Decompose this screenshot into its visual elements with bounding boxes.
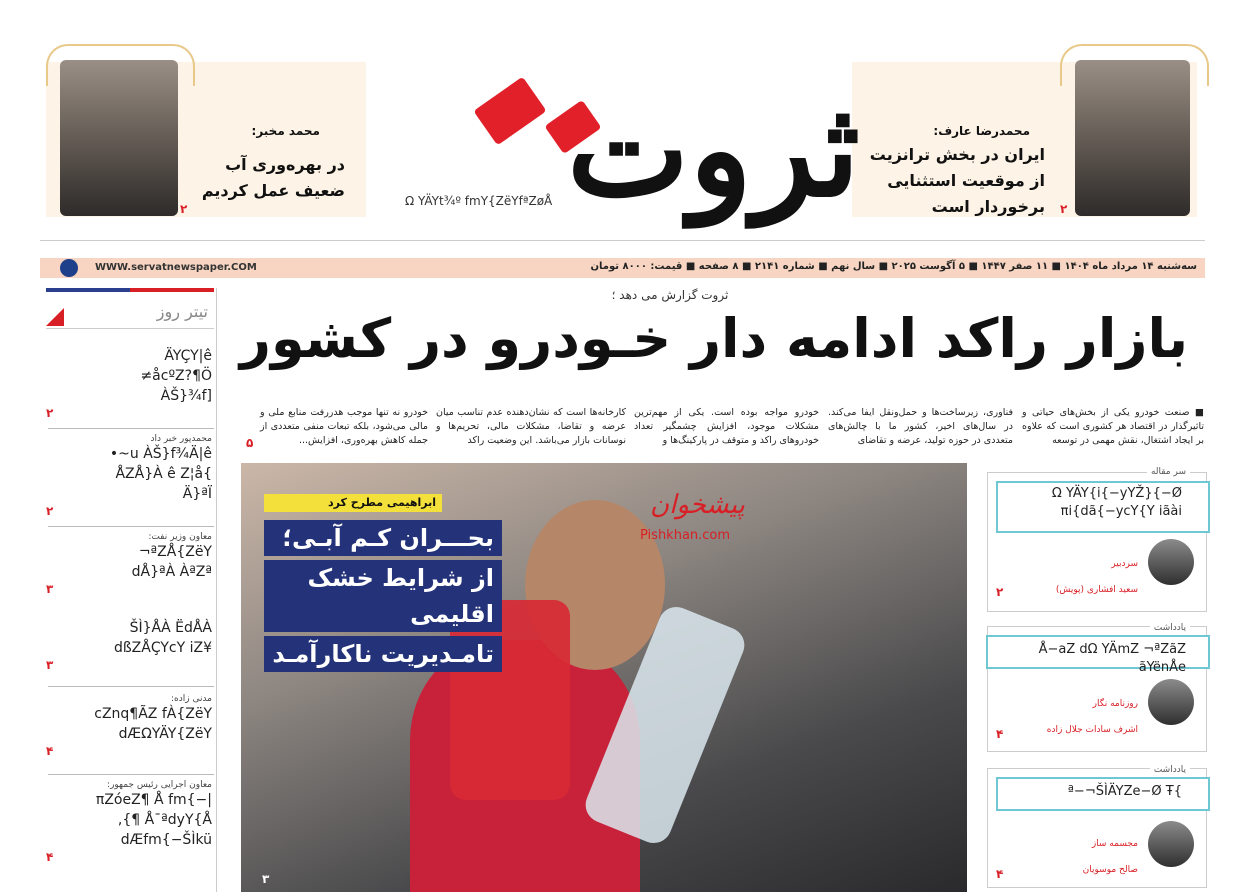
divider xyxy=(48,428,214,429)
item-line: ŠÌ}ÅÀ ËdÅÀ xyxy=(129,620,212,636)
right-teaser-line: برخوردار است xyxy=(931,197,1045,216)
item-line: πZóeZ¶ Å fm{−| xyxy=(95,792,212,808)
lead-column: خودرو نه تنها موجب هدررفت منابع ملی و مالی می‌شود، بلکه تبعات منفی متعددی از جمله کاهش بهره‌وری، افزایش... xyxy=(260,407,428,446)
lead-column: فناوری، زیرساخت‌ها و حمل‌ونقل ایفا می‌کند. در سال‌های اخیر، کشور ما با چالش‌های متعددی در حوزه تولید، عرضه و تقاضای xyxy=(828,407,1013,446)
item-line: ≠åcºZ?¶Ö xyxy=(140,368,212,384)
page-number: ۳ xyxy=(46,582,54,596)
card-headline xyxy=(1002,783,1182,801)
list-item[interactable] xyxy=(46,434,212,518)
dateline: سه‌شنبه ۱۴ مرداد ماه ۱۴۰۴ ■ ۱۱ صفر ۱۴۴۷ ■ ۵ آگوست ۲۰۲۵ ■ سال نهم ■ شماره ۲۱۴۱ ■ ۸ صفحه ■ قیمت: ۸۰۰۰ تومان xyxy=(590,261,1197,272)
right-teaser-line: ایران در بخش ترانزیت xyxy=(869,145,1045,164)
item-line: ,{¶ Å¯ªdyY{Å xyxy=(117,812,212,828)
watermark-url: Pishkhan.com xyxy=(640,528,731,543)
page-number: ۲ xyxy=(46,504,54,518)
date-bar xyxy=(40,258,1205,278)
item-line: dÆfm{−ŠÌkü xyxy=(120,832,212,848)
list-item[interactable] xyxy=(46,346,212,420)
card-line: Å−aZ dΩ YÄmZ ¬ªZãZ ãYënÅe xyxy=(1038,642,1186,675)
item-line: ¬ªZÅ{ZëY xyxy=(138,544,212,560)
divider xyxy=(48,774,214,775)
item-line: cZnq¶ÃZ fÀ{ZëY xyxy=(94,706,212,722)
note-card[interactable] xyxy=(987,765,1207,888)
left-teaser-page xyxy=(180,198,187,217)
right-teaser-line: از موقعیت استثنایی xyxy=(887,171,1045,190)
item-line: •~u ÀŠ}f¾Ä|ê xyxy=(109,446,212,462)
left-teaser-photo xyxy=(60,60,178,216)
item-line: ÄYÇY|ê xyxy=(164,348,212,364)
item-line: ÅZÅ}À ê Z¦å{ xyxy=(115,466,212,482)
column-flag-bar xyxy=(46,288,214,292)
page-number: ۳ xyxy=(46,658,54,672)
lead-column: خودرو مواجه بوده است. یکی از مهم‌ترین مشکلات موجود، افزایش چشمگیر تعداد خودروهای راکد و متوقف در پارکینگ‌ها و xyxy=(634,407,819,446)
main-headline[interactable]: بازار راکد ادامه دار خـودرو در کشور xyxy=(239,307,1188,370)
card-tag: سر مقاله xyxy=(1147,467,1190,477)
item-caption: معاون وزیر نفت: xyxy=(148,532,212,542)
author-avatar xyxy=(1148,821,1194,867)
header-divider xyxy=(40,240,1205,241)
right-teaser-page xyxy=(1060,198,1067,217)
author-name: صالح موسویان xyxy=(1082,865,1138,875)
item-line: dßZÅÇYcY iZ¥ xyxy=(113,640,212,656)
website-link[interactable]: WWW.servatnewspaper.COM xyxy=(95,262,257,273)
right-teaser-text[interactable] xyxy=(860,142,1045,220)
page-number: ۲ xyxy=(1060,202,1068,216)
item-line: dÆΩYÄY{ZëY xyxy=(118,726,212,742)
watermark-logo: پیشخوان xyxy=(650,490,745,520)
right-teaser-author: محمدرضا عارف: xyxy=(933,124,1030,138)
masthead-slogan: Ω YÄYt¾º fmY{ZëYfªZøÅ xyxy=(405,194,553,208)
photo-headline-line: تامـدیریت ناکارآمـد xyxy=(264,636,502,672)
photo-story-tag: ابراهیمی مطرح کرد xyxy=(264,494,442,512)
logo-dot xyxy=(473,77,546,146)
card-line: Ω YÄY{i{−yYŽ}{−Ø xyxy=(1051,486,1182,501)
note-card[interactable] xyxy=(987,623,1207,752)
photo-headline-line: از شرایط خشک اقلیمی xyxy=(264,560,502,632)
author-name: سعید افشاری (پویش) xyxy=(1055,585,1138,595)
page-number: ۴ xyxy=(46,744,54,758)
item-line: Ä}ªÏ xyxy=(182,486,212,502)
item-caption: مدنی زاده: xyxy=(170,694,212,704)
author-role: روزنامه نگار xyxy=(1092,699,1138,709)
divider xyxy=(48,526,214,527)
page-number: ۲ xyxy=(46,406,54,420)
item-caption: معاون اجرایی رئیس جمهور: xyxy=(107,780,212,790)
author-role: مجسمه ساز xyxy=(1091,839,1138,849)
left-teaser-text[interactable] xyxy=(195,152,345,204)
item-line: dÅ}ªÀ ÀªZª xyxy=(131,564,212,580)
photo-page-number: ۳ xyxy=(262,872,270,886)
lead-column: ■ صنعت خودرو یکی از بخش‌های حیاتی و تاثیرگذار در اقتصاد هر کشوری است که علاوه بر ایجاد اشتغال، نقش مهمی در توسعه xyxy=(1022,407,1204,446)
list-item[interactable] xyxy=(46,694,212,758)
divider xyxy=(48,686,214,687)
item-line: ÀŠ}¾f] xyxy=(160,388,212,404)
author-name: اشرف سادات جلال زاده xyxy=(1046,725,1138,735)
lead-column: کارخانه‌ها است که نشان‌دهنده عدم تناسب میان عرضه و تقاضا، مشکلات مالی، تحریم‌ها و نوسانات بازار می‌باشد. این وضعیت راکد xyxy=(436,407,626,446)
page-number: ۴ xyxy=(46,850,54,864)
left-teaser-line: ضعیف عمل کردیم xyxy=(201,181,345,200)
left-teaser-line: در بهره‌وری آب xyxy=(225,155,345,174)
editorial-card[interactable] xyxy=(987,467,1207,612)
author-role: سردبیر xyxy=(1111,559,1138,569)
card-headline xyxy=(1002,485,1182,521)
list-item[interactable] xyxy=(46,780,212,864)
photo-story-headline[interactable] xyxy=(264,520,502,672)
card-headline xyxy=(990,641,1186,677)
card-tag: یادداشت xyxy=(1150,623,1190,633)
newspaper-title: ثروت xyxy=(566,73,860,226)
lead-page-number: ۵ xyxy=(246,436,254,450)
left-column xyxy=(44,288,217,892)
author-avatar xyxy=(1148,539,1194,585)
item-caption: محمدپور خبر داد xyxy=(150,434,212,444)
author-avatar xyxy=(1148,679,1194,725)
card-line: πi{dã{−ycY{Y iãài xyxy=(1060,504,1182,519)
left-teaser-author: محمد مخبر: xyxy=(251,124,320,138)
card-tag: یادداشت xyxy=(1150,765,1190,775)
page-number: ۲ xyxy=(180,202,188,216)
page-number: ۴ xyxy=(996,727,1004,741)
list-item[interactable] xyxy=(46,532,212,596)
column-title: تیتر روز xyxy=(156,302,208,321)
corner-marker xyxy=(46,308,64,326)
globe-icon xyxy=(60,259,78,277)
photo-headline-line: بحـــران کـم آبـی؛ xyxy=(264,520,502,556)
headline-kicker: ثروت گزارش می دهد ؛ xyxy=(611,288,729,302)
page-number: ۲ xyxy=(996,585,1004,599)
page-number: ۴ xyxy=(996,867,1004,881)
card-line: ª−¬ŠÌÄYZe−Ø Ŧ{ xyxy=(1067,784,1182,799)
left-column-header xyxy=(46,296,214,329)
list-item[interactable] xyxy=(46,618,212,672)
right-teaser-photo xyxy=(1075,60,1190,216)
